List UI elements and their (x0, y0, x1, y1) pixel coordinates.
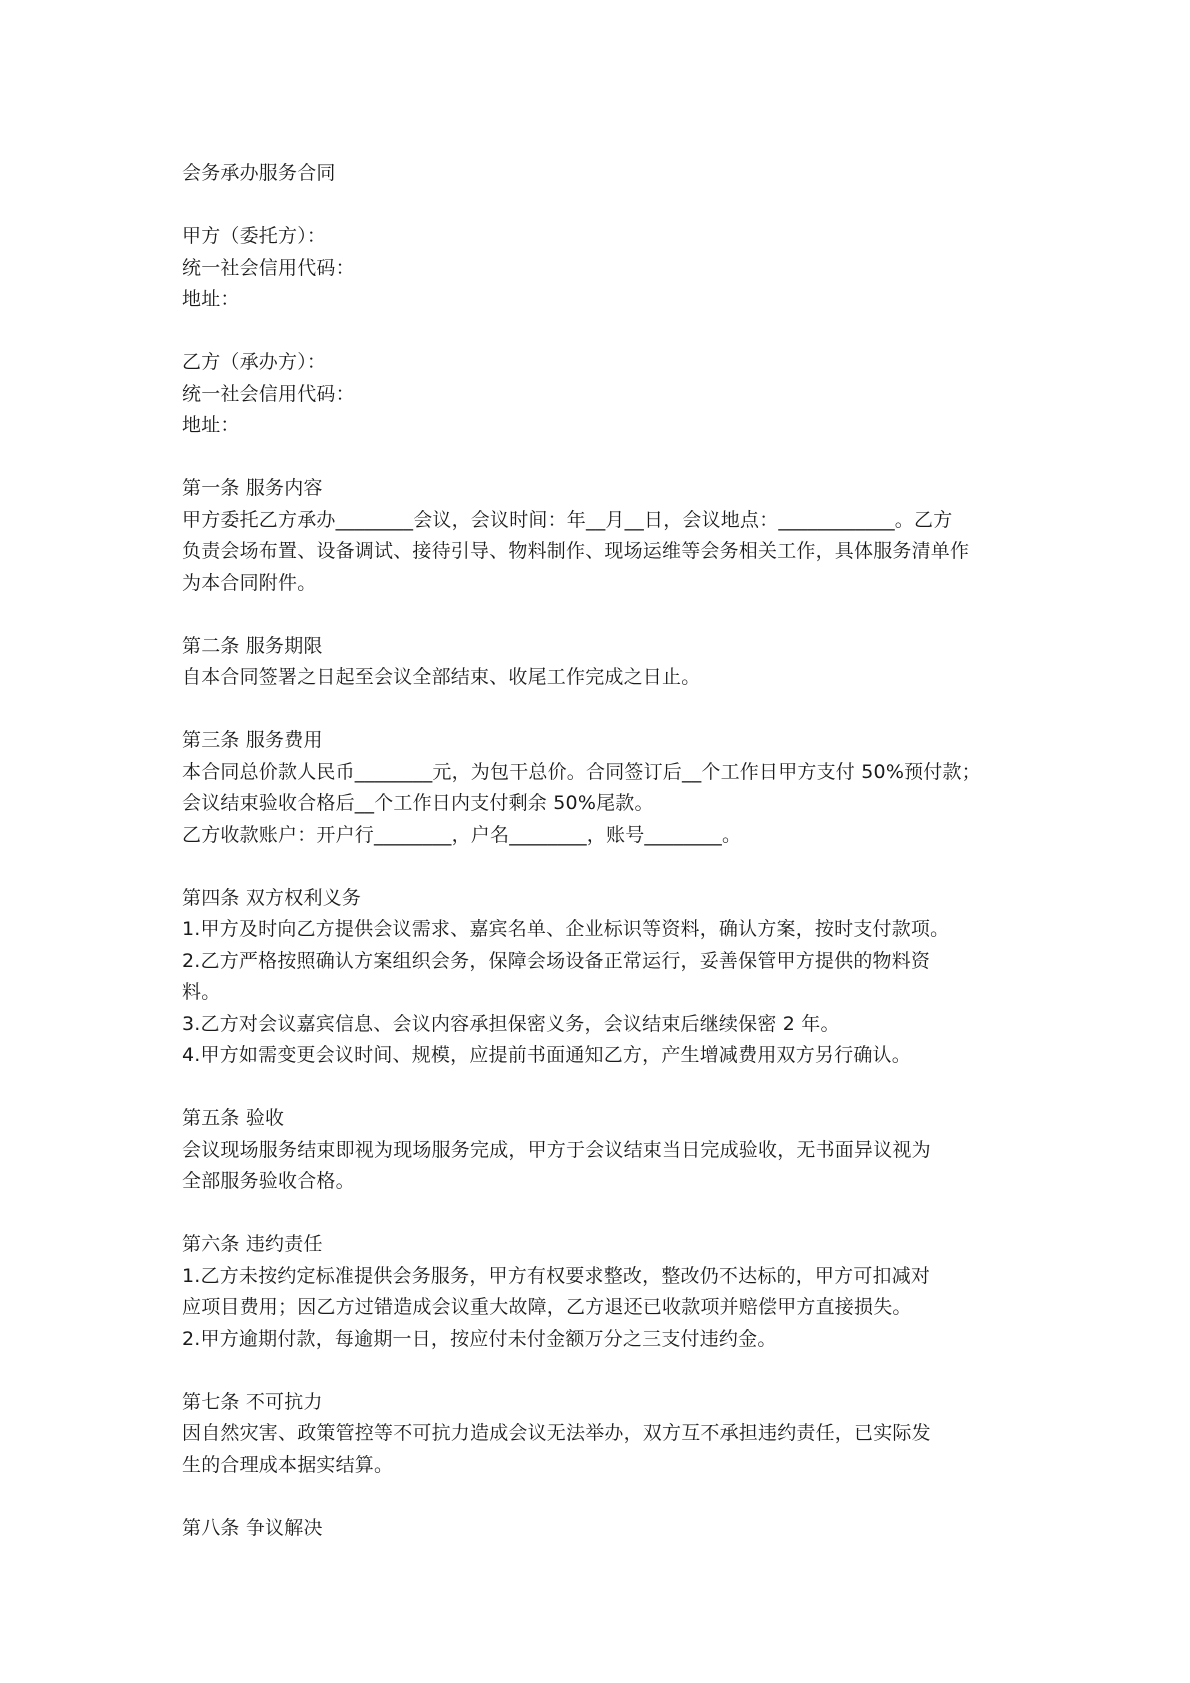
section-heading: 第二条 服务期限 (182, 634, 323, 657)
section-text: 乙方收款账户：开户行________，户名________，账号________。 (182, 823, 742, 846)
section-text: 会议结束验收合格后__个工作日内支付剩余 50%尾款。 (182, 792, 654, 814)
section-text: 会议现场服务结束即视为现场服务完成，甲方于会议结束当日完成验收，无书面异议视为 (182, 1138, 931, 1161)
section-text: 3.乙方对会议嘉宾信息、会议内容承担保密义务，会议结束后继续保密 2 年。 (182, 1012, 840, 1035)
section-heading: 第七条 不可抗力 (182, 1390, 323, 1413)
section-acceptance (182, 1103, 1022, 1198)
section-force-majeure (182, 1387, 1022, 1482)
spacer (182, 1355, 1022, 1387)
section-text: 为本合同附件。 (182, 571, 317, 594)
section-heading: 第四条 双方权利义务 (182, 886, 362, 909)
section-service-fee (182, 725, 1022, 851)
section-service-content (182, 473, 1022, 599)
spacer (182, 1481, 1022, 1513)
party-b-label: 乙方（承办方）： (182, 351, 327, 373)
section-heading: 第三条 服务费用 (182, 729, 323, 751)
spacer (182, 599, 1022, 631)
section-heading: 第六条 违约责任 (182, 1233, 323, 1255)
section-text: 负责会场布置、设备调试、接待引导、物料制作、现场运维等会务相关工作，具体服务清单作 (182, 540, 970, 562)
spacer (182, 694, 1022, 726)
section-text: 4.甲方如需变更会议时间、规模，应提前书面通知乙方，产生增减费用双方另行确认。 (182, 1044, 911, 1066)
spacer (182, 190, 1022, 222)
section-service-period (182, 631, 1022, 694)
section-dispute-resolution (182, 1513, 1022, 1545)
section-heading: 第一条 服务内容 (182, 477, 323, 499)
section-text: 自本合同签署之日起至会议全部结束、收尾工作完成之日止。 (182, 666, 701, 688)
document-title: 会务承办服务合同 (182, 162, 336, 184)
spacer (182, 1198, 1022, 1230)
party-b-credit-code: 统一社会信用代码： (182, 382, 355, 405)
section-text: 料。 (182, 981, 221, 1003)
section-text: 全部服务验收合格。 (182, 1170, 355, 1192)
document-body (182, 158, 1022, 1544)
party-a-block (182, 221, 1022, 316)
section-text: 应项目费用；因乙方过错造成会议重大故障，乙方退还已收款项并赔偿甲方直接损失。 (182, 1296, 912, 1318)
section-text: 1.乙方未按约定标准提供会务服务，甲方有权要求整改，整改仍不达标的，甲方可扣减对 (182, 1264, 931, 1287)
section-text: 因自然灾害、政策管控等不可抗力造成会议无法举办，双方互不承担违约责任，已实际发 (182, 1422, 931, 1444)
section-text: 本合同总价款人民币________元，为包干总价。合同签订后__个工作日甲方支付 50%预付款； (182, 760, 981, 783)
spacer (182, 442, 1022, 474)
section-heading: 第五条 验收 (182, 1107, 285, 1129)
section-text: 2.甲方逾期付款，每逾期一日，按应付未付金额万分之三支付违约金。 (182, 1327, 777, 1350)
section-rights-obligations (182, 883, 1022, 1072)
section-text: 生的合理成本据实结算。 (182, 1453, 394, 1476)
spacer (182, 851, 1022, 883)
section-liability (182, 1229, 1022, 1355)
spacer (182, 1072, 1022, 1104)
section-text: 2.乙方严格按照确认方案组织会务，保障会场设备正常运行，妥善保管甲方提供的物料资 (182, 949, 931, 972)
section-text: 甲方委托乙方承办________会议，会议时间：年__月__日，会议地点：____________。乙方 (182, 508, 953, 531)
party-a-address: 地址： (182, 288, 240, 310)
party-b-address: 地址： (182, 414, 240, 436)
section-heading: 第八条 争议解决 (182, 1516, 323, 1539)
spacer (182, 316, 1022, 348)
section-text: 1.甲方及时向乙方提供会议需求、嘉宾名单、企业标识等资料，确认方案，按时支付款项。 (182, 918, 950, 940)
party-b-block (182, 347, 1022, 442)
party-a-credit-code: 统一社会信用代码： (182, 256, 355, 279)
party-a-label: 甲方（委托方）： (182, 225, 327, 247)
